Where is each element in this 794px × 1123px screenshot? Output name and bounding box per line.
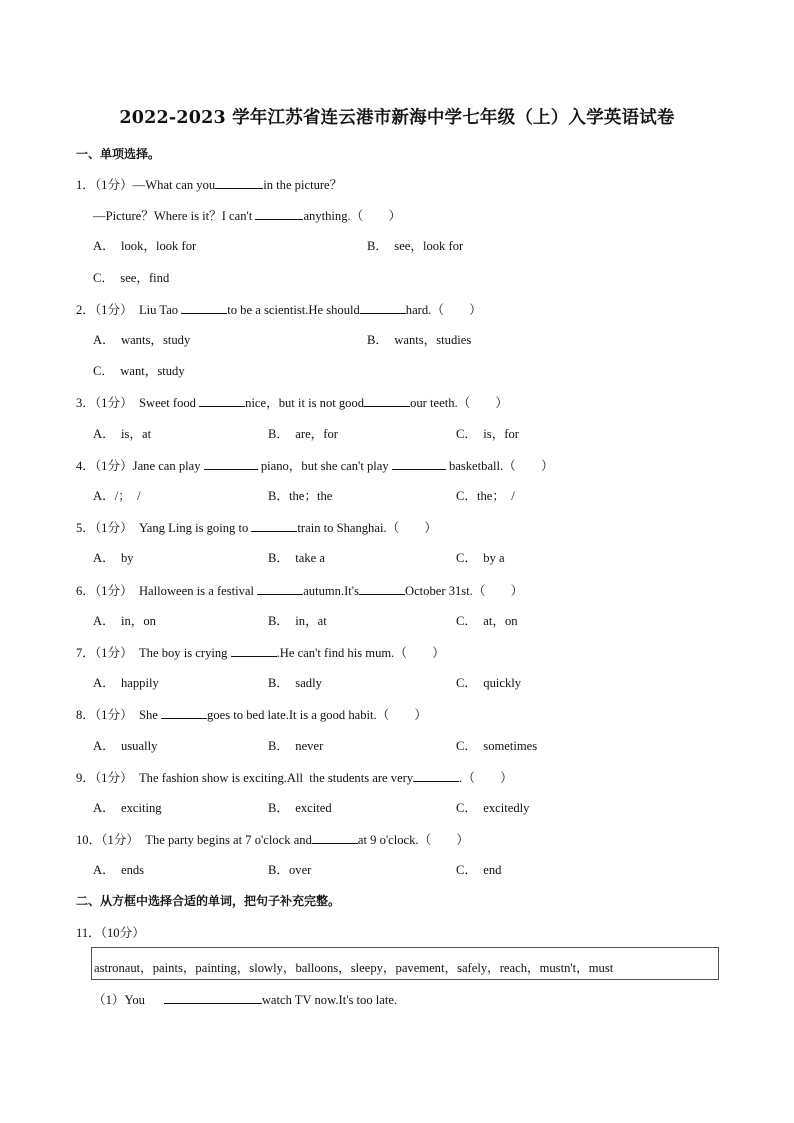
question-7 [76, 644, 445, 661]
question-1-text-3: —Picture？Where is it？I can't [93, 209, 253, 223]
answer-blank [312, 831, 358, 844]
question-11-item-1-text: （1）You [93, 993, 145, 1007]
answer-blank [215, 176, 263, 189]
section-heading-2: 二、从方框中选择合适的单词，把句子补充完整。 [76, 894, 341, 908]
option-c[interactable]: C．the； / [456, 489, 515, 503]
option-c[interactable]: C． by a [456, 551, 505, 565]
option-b[interactable]: B． see，look for [367, 239, 464, 253]
question-5 [76, 519, 437, 536]
answer-blank [364, 394, 410, 407]
option-a[interactable]: A． exciting [93, 801, 162, 815]
exam-title: 2022-2023 学年江苏省连云港市新海中学七年级（上）入学英语试卷 [119, 108, 675, 128]
option-a[interactable]: A． in，on [93, 614, 156, 628]
question-4-text-2: piano，but she can't play [260, 459, 389, 473]
answer-blank [251, 519, 297, 532]
option-c[interactable]: C． see，find [93, 271, 170, 285]
option-c[interactable]: C． want，study [93, 364, 185, 378]
answer-blank [255, 207, 303, 220]
question-4-text: 4．（1分）Jane can play [76, 459, 201, 473]
option-b[interactable]: B． sadly [268, 676, 322, 690]
question-9-text-2: .（ ） [459, 771, 513, 785]
answer-blank [199, 394, 245, 407]
question-5-text-2: train to Shanghai.（ ） [297, 521, 437, 535]
question-4 [76, 457, 554, 474]
question-2 [76, 301, 482, 318]
option-b[interactable]: B． never [268, 739, 324, 753]
question-8-text: 8．（1分） She [76, 708, 158, 722]
question-7-text: 7．（1分） The boy is crying [76, 646, 228, 660]
question-10-text: 10．（1分） The party begins at 7 o'clock and [76, 833, 312, 847]
option-c[interactable]: C． is，for [456, 427, 519, 441]
question-1-text: 1．（1分）—What can you [76, 178, 216, 192]
question-10 [76, 831, 469, 848]
option-c[interactable]: C． end [456, 863, 502, 877]
answer-blank [204, 457, 258, 470]
question-11-item-1-text-2: watch TV now.It's too late. [261, 993, 398, 1007]
question-4-text-3: basketball.（ ） [448, 459, 554, 473]
option-a[interactable]: A． is，at [93, 427, 152, 441]
question-1-text-4: anything.（ ） [303, 209, 402, 223]
option-a[interactable]: A． happily [93, 676, 159, 690]
question-1-line-2 [93, 207, 401, 224]
answer-blank [392, 457, 446, 470]
question-2-text-2: to be a scientist.He should [227, 303, 360, 317]
option-a[interactable]: A． look，look for [93, 239, 197, 253]
question-10-text-2: at 9 o'clock.（ ） [357, 833, 469, 847]
question-3-text-2: nice，but it is not good [245, 396, 365, 410]
question-11-header: 11．（10分） [76, 926, 145, 940]
option-c[interactable]: C． quickly [456, 676, 522, 690]
option-b[interactable]: B． take a [268, 551, 326, 565]
question-9-text: 9．（1分） The fashion show is exciting.All the students are very [76, 771, 414, 785]
answer-blank [413, 769, 459, 782]
answer-blank [231, 644, 277, 657]
option-b[interactable]: B．the；the [268, 489, 333, 503]
question-2-text: 2．（1分） Liu Tao [76, 303, 179, 317]
answer-blank [161, 706, 207, 719]
answer-blank [360, 301, 406, 314]
answer-blank[interactable] [164, 991, 262, 1004]
option-b[interactable]: B．over [268, 863, 312, 877]
question-6-text-3: October 31st.（ ） [404, 584, 524, 598]
answer-blank [181, 301, 227, 314]
section-heading-1: 一、单项选择。 [76, 147, 161, 161]
option-a[interactable]: A． by [93, 551, 134, 565]
question-11-item-1 [93, 991, 397, 1008]
question-3-text-3: our teeth.（ ） [410, 396, 509, 410]
answer-blank [359, 582, 405, 595]
option-a[interactable]: A． wants，study [93, 333, 191, 347]
question-9 [76, 769, 513, 786]
option-c[interactable]: C． at，on [456, 614, 518, 628]
question-6 [76, 582, 523, 599]
question-3 [76, 394, 508, 411]
question-5-text: 5．（1分） Yang Ling is going to [76, 521, 249, 535]
question-6-text-2: autumn.It's [303, 584, 359, 598]
question-7-text-2: .He can't find his mum.（ ） [276, 646, 445, 660]
option-b[interactable]: B． are，for [268, 427, 338, 441]
option-b[interactable]: B． wants，studies [367, 333, 472, 347]
option-a[interactable]: A． ends [93, 863, 145, 877]
option-b[interactable]: B． in，at [268, 614, 327, 628]
answer-blank [257, 582, 303, 595]
question-1 [76, 176, 342, 193]
option-a[interactable]: A．/； / [93, 489, 141, 503]
option-a[interactable]: A． usually [93, 739, 158, 753]
word-bank-text: astronaut，paints，painting，slowly，balloons，sleepy，pavement，safely，reach，mustn't，must [94, 961, 614, 975]
question-8-text-2: goes to bed late.It is a good habit.（ ） [207, 708, 428, 722]
option-c[interactable]: C． sometimes [456, 739, 538, 753]
question-3-text: 3．（1分） Sweet food [76, 396, 196, 410]
question-2-text-3: hard.（ ） [405, 303, 482, 317]
option-c[interactable]: C． excitedly [456, 801, 530, 815]
question-1-text-2: in the picture？ [263, 178, 343, 192]
question-6-text: 6．（1分） Halloween is a festival [76, 584, 255, 598]
question-8 [76, 706, 427, 723]
word-bank-box [91, 947, 719, 980]
option-b[interactable]: B． excited [268, 801, 332, 815]
